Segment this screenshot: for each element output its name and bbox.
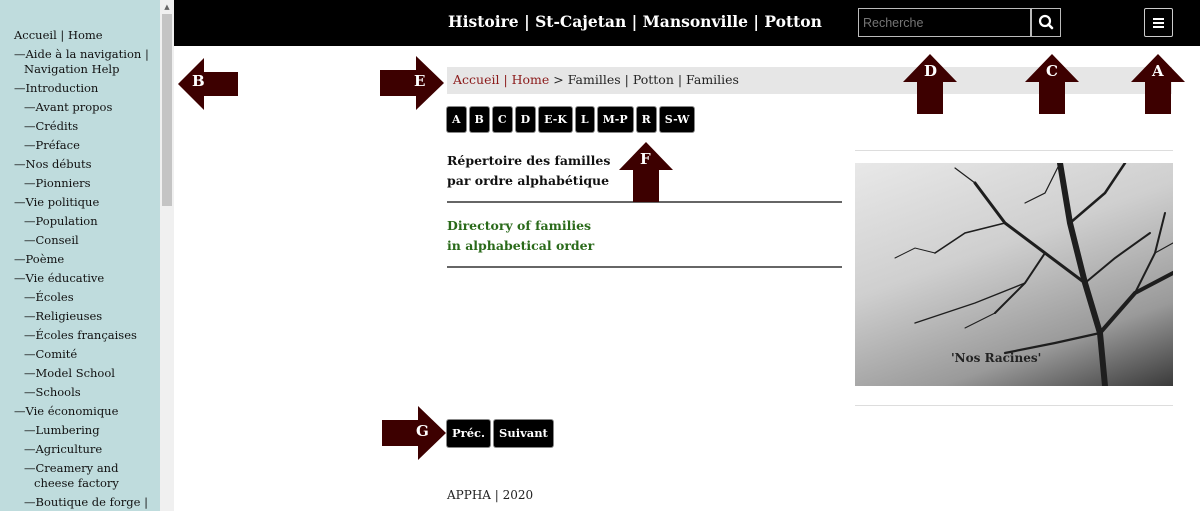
sidebar-item[interactable]: — Agriculture xyxy=(0,440,160,459)
sidebar-item[interactable]: — Vie éducative xyxy=(0,269,160,288)
sidebar-item[interactable]: — Vie économique xyxy=(0,402,160,421)
sidebar-item[interactable]: — Crédits xyxy=(0,117,160,136)
previous-button[interactable]: Préc. xyxy=(447,420,490,447)
search-icon xyxy=(1032,9,1060,36)
sidebar-item[interactable]: — Préface xyxy=(0,136,160,155)
french-directory-heading: Répertoire des familles par ordre alphabétique xyxy=(447,153,611,188)
right-arrow-icon xyxy=(380,56,444,110)
pager xyxy=(447,420,553,447)
hamburger-menu-button[interactable] xyxy=(1144,8,1173,37)
winter-tree-photo xyxy=(855,163,1173,386)
next-button[interactable]: Suivant xyxy=(494,420,553,447)
sidebar-item[interactable]: — Poème xyxy=(0,250,160,269)
sidebar-item[interactable]: — Schools xyxy=(0,383,160,402)
sidebar-item[interactable]: — Model School xyxy=(0,364,160,383)
annotation-arrow-e: E xyxy=(380,56,444,114)
divider xyxy=(855,405,1173,406)
site-title[interactable]: Histoire | St-Cajetan | Mansonville | Potton xyxy=(448,12,822,31)
hamburger-menu-icon xyxy=(1153,18,1164,20)
sidebar-item[interactable]: — Nos débuts xyxy=(0,155,160,174)
english-directory-heading: Directory of families in alphabetical order xyxy=(447,218,595,253)
letter-button-l[interactable]: L xyxy=(576,107,594,132)
sidebar-item[interactable]: — Vie politique xyxy=(0,193,160,212)
letter-button-c[interactable]: C xyxy=(493,107,512,132)
annotation-arrow-f: F xyxy=(619,142,673,206)
sidebar-item[interactable]: — Creamery and cheese factory xyxy=(0,459,160,493)
annotation-arrow-c: C xyxy=(1025,54,1079,118)
search-input[interactable] xyxy=(858,8,1031,37)
annotation-arrow-d: D xyxy=(903,54,957,118)
left-arrow-icon xyxy=(178,58,240,110)
letter-button-a[interactable]: A xyxy=(447,107,466,132)
letter-button-m-p[interactable]: M-P xyxy=(598,107,633,132)
sidebar-item[interactable]: Accueil | Home xyxy=(14,28,103,42)
sidebar-item[interactable]: — Lumbering xyxy=(0,421,160,440)
right-arrow-icon xyxy=(382,406,446,460)
sidebar-item[interactable]: — Conseil xyxy=(0,231,160,250)
divider xyxy=(855,150,1173,151)
sidebar-item[interactable]: — Introduction xyxy=(0,79,160,98)
sidebar-item[interactable]: — Comité xyxy=(0,345,160,364)
breadcrumb-current: > Familles | Potton | Families xyxy=(549,72,739,87)
letter-button-e-k[interactable]: E-K xyxy=(539,107,572,132)
sidebar-item[interactable]: — Écoles xyxy=(0,288,160,307)
sidebar-item[interactable]: — Écoles françaises xyxy=(0,326,160,345)
top-header xyxy=(174,0,1200,46)
sidebar-scroll-thumb[interactable] xyxy=(162,14,172,206)
sidebar-item[interactable]: — Boutique de forge | xyxy=(0,493,160,511)
scroll-up-arrow-icon[interactable]: ▲ xyxy=(164,3,170,11)
sidebar-item[interactable]: — Population xyxy=(0,212,160,231)
sidebar-menu xyxy=(0,0,160,511)
letter-button-s-w[interactable]: S-W xyxy=(660,107,695,132)
divider xyxy=(447,266,842,268)
sidebar xyxy=(0,0,160,511)
breadcrumb-home-link[interactable]: Accueil | Home xyxy=(453,72,550,87)
letter-button-d[interactable]: D xyxy=(516,107,536,132)
annotation-arrow-b: B xyxy=(178,58,240,114)
letter-button-b[interactable]: B xyxy=(470,107,489,132)
photo-caption: 'Nos Racines' xyxy=(951,351,1042,365)
annotation-arrow-a: A xyxy=(1131,54,1185,118)
sidebar-item[interactable]: — Pionniers xyxy=(0,174,160,193)
alphabet-filter xyxy=(447,107,694,132)
annotation-arrow-g: G xyxy=(382,406,446,464)
sidebar-item[interactable]: — Avant propos xyxy=(0,98,160,117)
letter-button-r[interactable]: R xyxy=(637,107,656,132)
sidebar-item[interactable]: — Religieuses xyxy=(0,307,160,326)
footer-text: APPHA | 2020 xyxy=(447,488,534,502)
sidebar-item[interactable]: — Aide à la navigation | Navigation Help xyxy=(0,45,160,79)
search-button[interactable] xyxy=(1031,8,1061,37)
